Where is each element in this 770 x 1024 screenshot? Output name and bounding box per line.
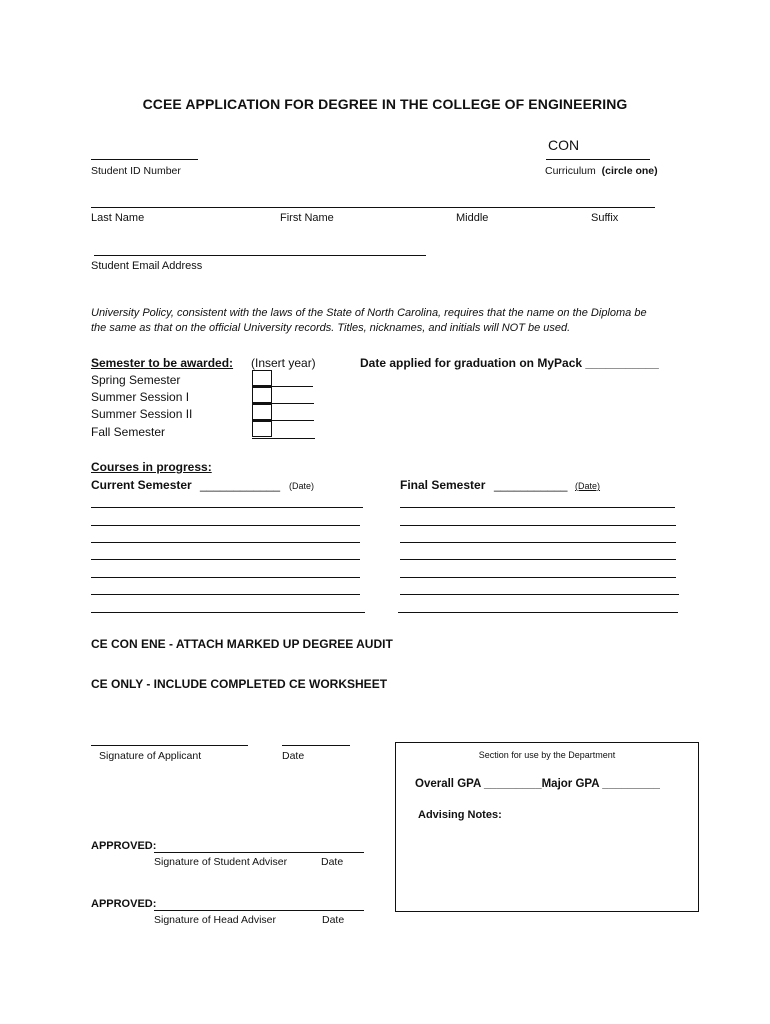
approved-student-adviser-label: APPROVED:: [91, 840, 157, 852]
final-course-line-3[interactable]: [400, 542, 676, 543]
overall-gpa-label: Overall GPA ________: [415, 778, 536, 790]
fall-year-box[interactable]: [252, 421, 272, 437]
final-course-line-1[interactable]: [400, 507, 675, 508]
applicant-date-label: Date: [282, 750, 305, 762]
student-adviser-date-label: Date: [321, 856, 344, 868]
last-name-label: Last Name: [91, 212, 145, 224]
student-adviser-signature-label: Signature of Student Adviser: [154, 856, 288, 868]
curriculum-label-text: Curriculum: [545, 165, 596, 177]
semester-heading: Semester to be awarded:: [91, 356, 234, 370]
current-course-line-3[interactable]: [91, 542, 360, 543]
semester-summer1-label: Summer Session I: [91, 390, 190, 404]
name-field[interactable]: [91, 207, 655, 208]
courses-heading: Courses in progress:: [91, 460, 212, 474]
head-adviser-signature-field[interactable]: [154, 910, 364, 911]
middle-name-label: Middle: [456, 212, 489, 224]
semester-fall-label: Fall Semester: [91, 425, 166, 439]
applicant-signature-label: Signature of Applicant: [99, 750, 202, 762]
department-use-box: [395, 742, 699, 912]
policy-line-1: University Policy, consistent with the laws of the State of North Carolina, requires that the name on the Diploma be: [91, 307, 647, 319]
fall-year-line[interactable]: [252, 438, 315, 439]
suffix-label: Suffix: [591, 212, 619, 224]
student-id-label: Student ID Number: [91, 165, 181, 177]
policy-line-2: the same as that on the official University records. Titles, nicknames, and initials will NOT be used.: [91, 322, 571, 334]
current-date-label: (Date): [289, 481, 315, 491]
current-semester-date-blank[interactable]: ____________: [200, 478, 281, 492]
current-course-line-7[interactable]: [91, 612, 365, 613]
final-course-line-6[interactable]: [400, 594, 679, 595]
final-course-line-5[interactable]: [400, 577, 676, 578]
email-label: Student Email Address: [91, 260, 203, 272]
head-adviser-date-label: Date: [322, 914, 345, 926]
current-semester-label: Current Semester: [91, 478, 192, 492]
curriculum-field[interactable]: [546, 159, 650, 160]
form-title: CCEE APPLICATION FOR DEGREE IN THE COLLEGE OF ENGINEERING: [142, 96, 628, 112]
major-gpa-label: _Major GPA _________: [535, 778, 660, 790]
overall-gpa-field[interactable]: [415, 778, 660, 790]
department-section-label: Section for use by the Department: [478, 750, 616, 760]
current-course-line-1[interactable]: [91, 507, 363, 508]
approved-head-adviser-label: APPROVED:: [91, 898, 157, 910]
curriculum-note: (circle one): [601, 165, 658, 177]
final-course-line-4[interactable]: [400, 559, 676, 560]
date-applied-mypack: Date applied for graduation on MyPack ___________: [360, 356, 659, 370]
first-name-label: First Name: [280, 212, 334, 224]
attach-degree-audit-note: CE CON ENE - ATTACH MARKED UP DEGREE AUDIT: [91, 637, 393, 651]
ce-worksheet-note: CE ONLY - INCLUDE COMPLETED CE WORKSHEET: [91, 677, 388, 691]
insert-year-note: (Insert year): [251, 356, 316, 370]
curriculum-label: [545, 165, 658, 177]
summer1-year-box[interactable]: [252, 387, 272, 403]
final-course-line-2[interactable]: [400, 525, 676, 526]
semester-spring-label: Spring Semester: [91, 373, 181, 387]
student-id-field[interactable]: [91, 159, 198, 160]
student-adviser-signature-field[interactable]: [154, 852, 364, 853]
current-course-line-4[interactable]: [91, 559, 360, 560]
spring-year-box[interactable]: [252, 370, 272, 386]
final-semester-date-blank[interactable]: ___________: [494, 478, 568, 492]
final-date-label: (Date): [575, 481, 601, 491]
email-field[interactable]: [94, 255, 426, 256]
advising-notes-label: Advising Notes:: [418, 809, 502, 821]
summer2-year-box[interactable]: [252, 404, 272, 420]
head-adviser-signature-label: Signature of Head Adviser: [154, 914, 276, 926]
con-option[interactable]: CON: [548, 137, 580, 153]
current-course-line-2[interactable]: [91, 525, 360, 526]
current-course-line-6[interactable]: [91, 594, 360, 595]
final-course-line-7[interactable]: [398, 612, 678, 613]
current-course-line-5[interactable]: [91, 577, 360, 578]
applicant-date-field[interactable]: [282, 745, 350, 746]
semester-summer2-label: Summer Session II: [91, 407, 193, 421]
applicant-signature-field[interactable]: [91, 745, 248, 746]
final-semester-label: Final Semester: [400, 478, 486, 492]
